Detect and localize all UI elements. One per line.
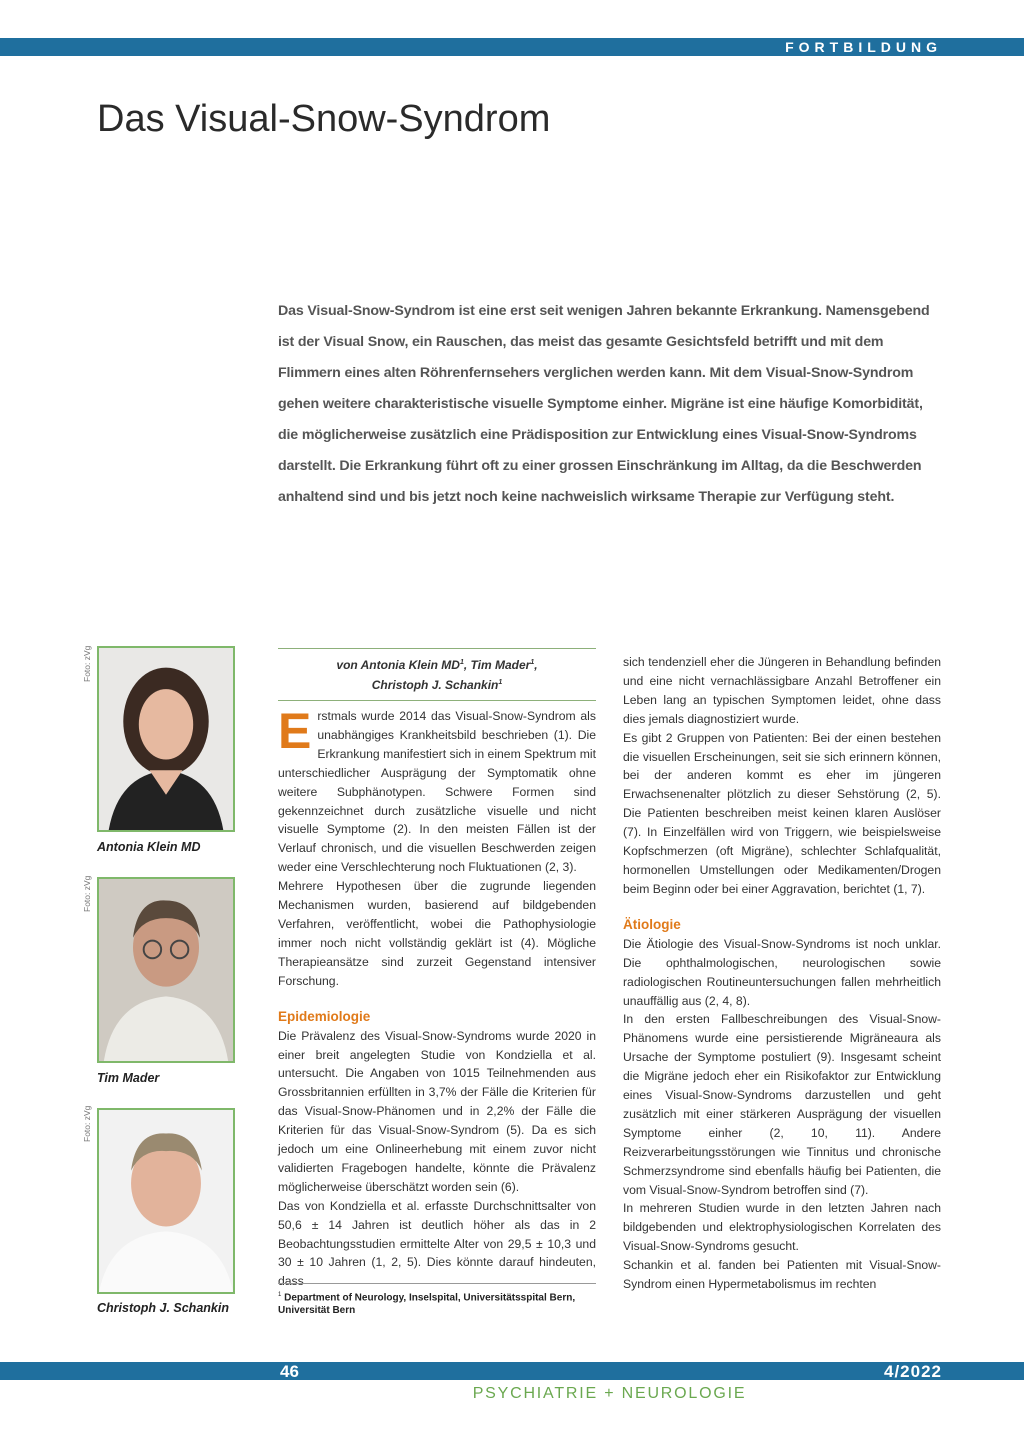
byline: von Antonia Klein $MD^1$, Tim Mader$^1$, Christoph J. Schankin$^1$: [278, 648, 596, 701]
photo-name: Christoph J. Schankin: [97, 1301, 229, 1315]
photo-credit: Foto: zVg: [82, 1105, 92, 1142]
photo-credit: Foto: zVg: [82, 875, 92, 912]
article-column-middle: von Antonia Klein $MD^1$, Tim Mader$^1$, Christoph J. Schankin$^1$ Erstmals wurde 2014 das Visual-Snow-Syndrom als unabhängiges Krankheitsbild beschrieben (1). Die Erkrankung manifestiert sich in einem Spektrum mit unterschiedlicher Ausprägung der Symptomatik ohne weitere Subphänotypen. Schwere Formen sind gekennzeichnet durch zusätzliche visuelle und nicht visuelle Symptome (2). In den meisten Fällen ist der Verlauf chronisch, und die visuellen Beschwerden zeigen weder eine Verschlechterung noch Fluktuationen (2, 3). Mehrere Hypothesen über die zugrunde liegenden Mechanismen wurden, basierend auf bildgebenden Verfahren, veröffentlicht, wobei die Pathophysiologie immer noch nicht vollständig geklärt ist (4). Mögliche Therapieansätze sind zurzeit Gegenstand intensiver Forschung. Epidemiologie Die Prävalenz des Visual-Snow-Syndroms wurde 2020 in einer breit angelegten Studie von Kondziella et al. untersucht. Die Angaben von 1015 Teilnehmenden aus Grossbritannien erfüllten in 3,7% der Fälle die Kriterien für das Visual-Snow-Phänomen und in 2,2% der Fälle die Kriterien für das Visual-Snow-Syndrom (5). Da es sich jedoch um eine Onlineerhebung mit einem zuvor nicht validierten Fragebogen handelte, könnte die Prävalenz möglicherweise überschätzt worden sein (6). Das von Kondziella et al. erfasste Durchschnittsalter von 50,6 ± 14 Jahren ist deutlich höher als das in 2 Beobachtungsstudien ermittelte Alter von 29,5 ± 10,3 und 30 ± 10 Jahren (1, 2, 5). Dies könnte darauf hindeuten, dass: [278, 648, 596, 1291]
journal-name: PSYCHIATRIE + NEUROLOGIE: [472, 1385, 747, 1402]
footnote: $^1$ Department of Neurology, Inselspital, Universitätsspital Bern, Universität Bern: [278, 1283, 596, 1317]
article-title: Das Visual-Snow-Syndrom: [97, 98, 551, 140]
author-photo-mader: [97, 877, 235, 1063]
bottom-color-bar: [0, 1362, 1024, 1380]
page-number: 46: [280, 1362, 299, 1381]
dropcap: E: [278, 703, 312, 759]
issue-number: 4/2022: [884, 1362, 942, 1381]
section-label: FORTBILDUNG: [785, 39, 942, 55]
photo-name: Antonia Klein MD: [97, 840, 201, 854]
subhead-aetiologie: Ätiologie: [623, 916, 681, 932]
author-photo-klein: [97, 646, 235, 832]
article-column-right: sich tendenziell eher die Jüngeren in Behandlung befinden und eine nicht vernachlässigbare Anzahl Betroffener ein Leben lang an typischen Symptomen leidet, ohne dass dies jemals diagnostiziert wurde. Es gibt 2 Gruppen von Patienten: Bei der einen bestehen die visuellen Erscheinungen, seit sie sich erinnern können, bei der anderen kommt es eher im jüngeren Erwachsenenalter plötzlich zu dieser Sehstörung (2, 5). Die Patienten beschreiben meist keinen klaren Auslöser (7). In Einzelfällen wird von Triggern, wie beispielsweise Kopfschmerzen (oft Migräne), schlechter Schlafqualität, hormonellen Umstellungen oder Medikamenten/Drogen beim Beginn oder bei einer Aggravation, berichtet (1, 7). Ätiologie Die Ätiologie des Visual-Snow-Syndroms ist noch unklar. Die ophthalmologischen, neurologischen sowie radiologischen Routineuntersuchungen fallen mehrheitlich unauffällig aus (2, 4, 8). In den ersten Fallbeschreibungen des Visual-Snow-Phänomens wurde eine persistierende Migräneaura als Ursache der Symptome postuliert (9). Insgesamt scheint die Migräne jedoch eher ein Risikofaktor zur Entwicklung eines Visual-Snow-Syndroms darzustellen und geht zusätzlich mit einer stärkeren Ausprägung der visuellen Symptome einher (2, 10, 11). Andere Reizverarbeitungsstörungen wie Tinnitus und chronische Schmerzsyndrome sind ebenfalls häufig bei Patienten, die vom Visual-Snow-Syndrom betroffen sind (7). In mehreren Studien wurde in den letzten Jahren nach bildgebenden und elektrophysiologischen Korrelaten des Visual-Snow-Syndroms gesucht. Schankin et al. fanden bei Patienten mit Visual-Snow-Syndrom einen Hypermetabolismus im rechten: [623, 655, 941, 1292]
subhead-epidemiologie: Epidemiologie: [278, 1008, 371, 1024]
photo-credit: Foto: zVg: [82, 645, 92, 682]
lead-paragraph: Das Visual-Snow-Syndrom ist eine erst seit wenigen Jahren bekannte Erkrankung. Namensgebend ist der Visual Snow, ein Rauschen, das meist das gesamte Gesichtsfeld betrifft und mit dem Flimmern eines alten Röhrenfernsehers verglichen werden kann. Mit dem Visual-Snow-Syndrom gehen weitere charakteristische visuelle Symptome einher. Migräne ist eine häufige Komorbidität, die möglicherweise zusätzlich eine Prädisposition zur Entwicklung eines Visual-Snow-Syndroms darstellt. Die Erkrankung führt oft zu einer grossen Einschränkung im Alltag, da die Beschwerden anhaltend sind und bis jetzt noch keine nachweislich wirksame Therapie zur Verfügung steht.: [278, 303, 930, 505]
author-photo-schankin: [97, 1108, 235, 1294]
photo-name: Tim Mader: [97, 1071, 160, 1085]
